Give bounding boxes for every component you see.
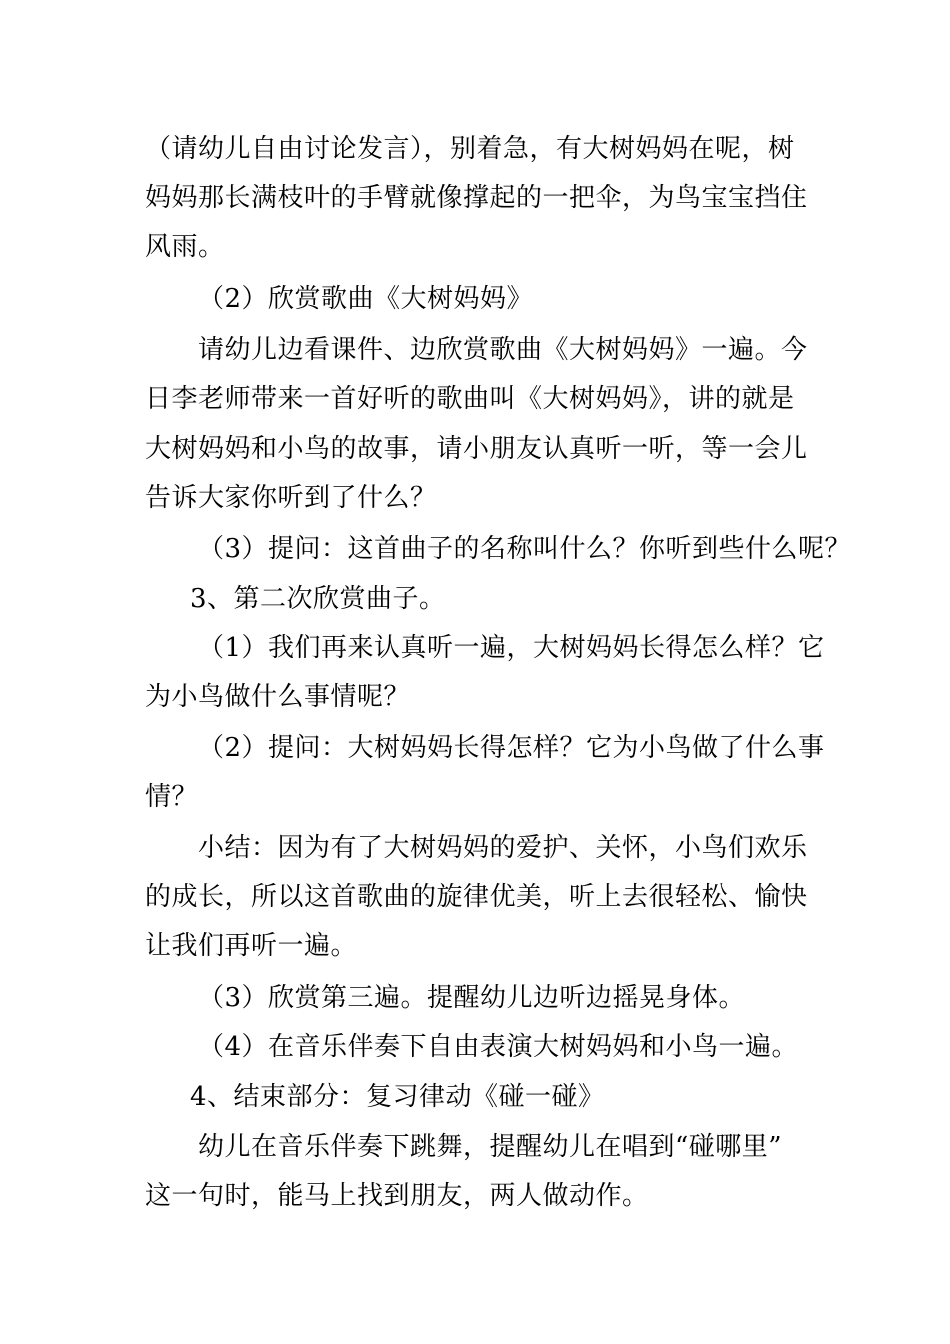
section-heading: （2）欣赏歌曲《大树妈妈》 (198, 284, 534, 314)
text-line: （4）在音乐伴奏下自由表演大树妈妈和小鸟一遍。 (198, 1032, 799, 1062)
text-line: 的成长，所以这首歌曲的旋律优美，听上去很轻松、愉快 (145, 882, 808, 912)
text-line: 请幼儿边看课件、边欣赏歌曲《大树妈妈》一遍。今 (198, 335, 808, 365)
text-line: 告诉大家你听到了什么？ (145, 483, 437, 513)
text-line: 幼儿在音乐伴奏下跳舞，提醒幼儿在唱到“碰哪里” (198, 1132, 783, 1162)
text-line: 妈妈那长满枝叶的手臂就像撑起的一把伞，为鸟宝宝挡住 (145, 183, 808, 213)
text-line: （1）我们再来认真听一遍，大树妈妈长得怎么样？它 (198, 633, 825, 663)
section-heading: 3、第二次欣赏曲子。 (190, 584, 446, 614)
text-line: 大树妈妈和小鸟的故事，请小朋友认真听一听，等一会儿 (145, 434, 808, 464)
text-line: 让我们再听一遍。 (145, 931, 358, 961)
text-line: 情？ (145, 782, 199, 812)
text-line: （3）提问：这首曲子的名称叫什么？你听到些什么呢？ (198, 534, 852, 564)
text-line: （2）提问：大树妈妈长得怎样？它为小鸟做了什么事 (198, 733, 825, 763)
text-line: 这一句时，能马上找到朋友，两人做动作。 (145, 1181, 649, 1211)
section-heading: 4、结束部分：复习律动《碰一碰》 (190, 1082, 605, 1112)
text-line: 为小鸟做什么事情呢？ (145, 682, 411, 712)
text-line: 小结：因为有了大树妈妈的爱护、关怀，小鸟们欢乐 (198, 833, 808, 863)
text-line: （请幼儿自由讨论发言），别着急，有大树妈妈在呢，树 (145, 134, 795, 164)
text-line: （3）欣赏第三遍。提醒幼儿边听边摇晃身体。 (198, 983, 746, 1013)
text-line: 风雨。 (145, 232, 225, 262)
text-line: 日李老师带来一首好听的歌曲叫《大树妈妈》，讲的就是 (145, 384, 795, 414)
